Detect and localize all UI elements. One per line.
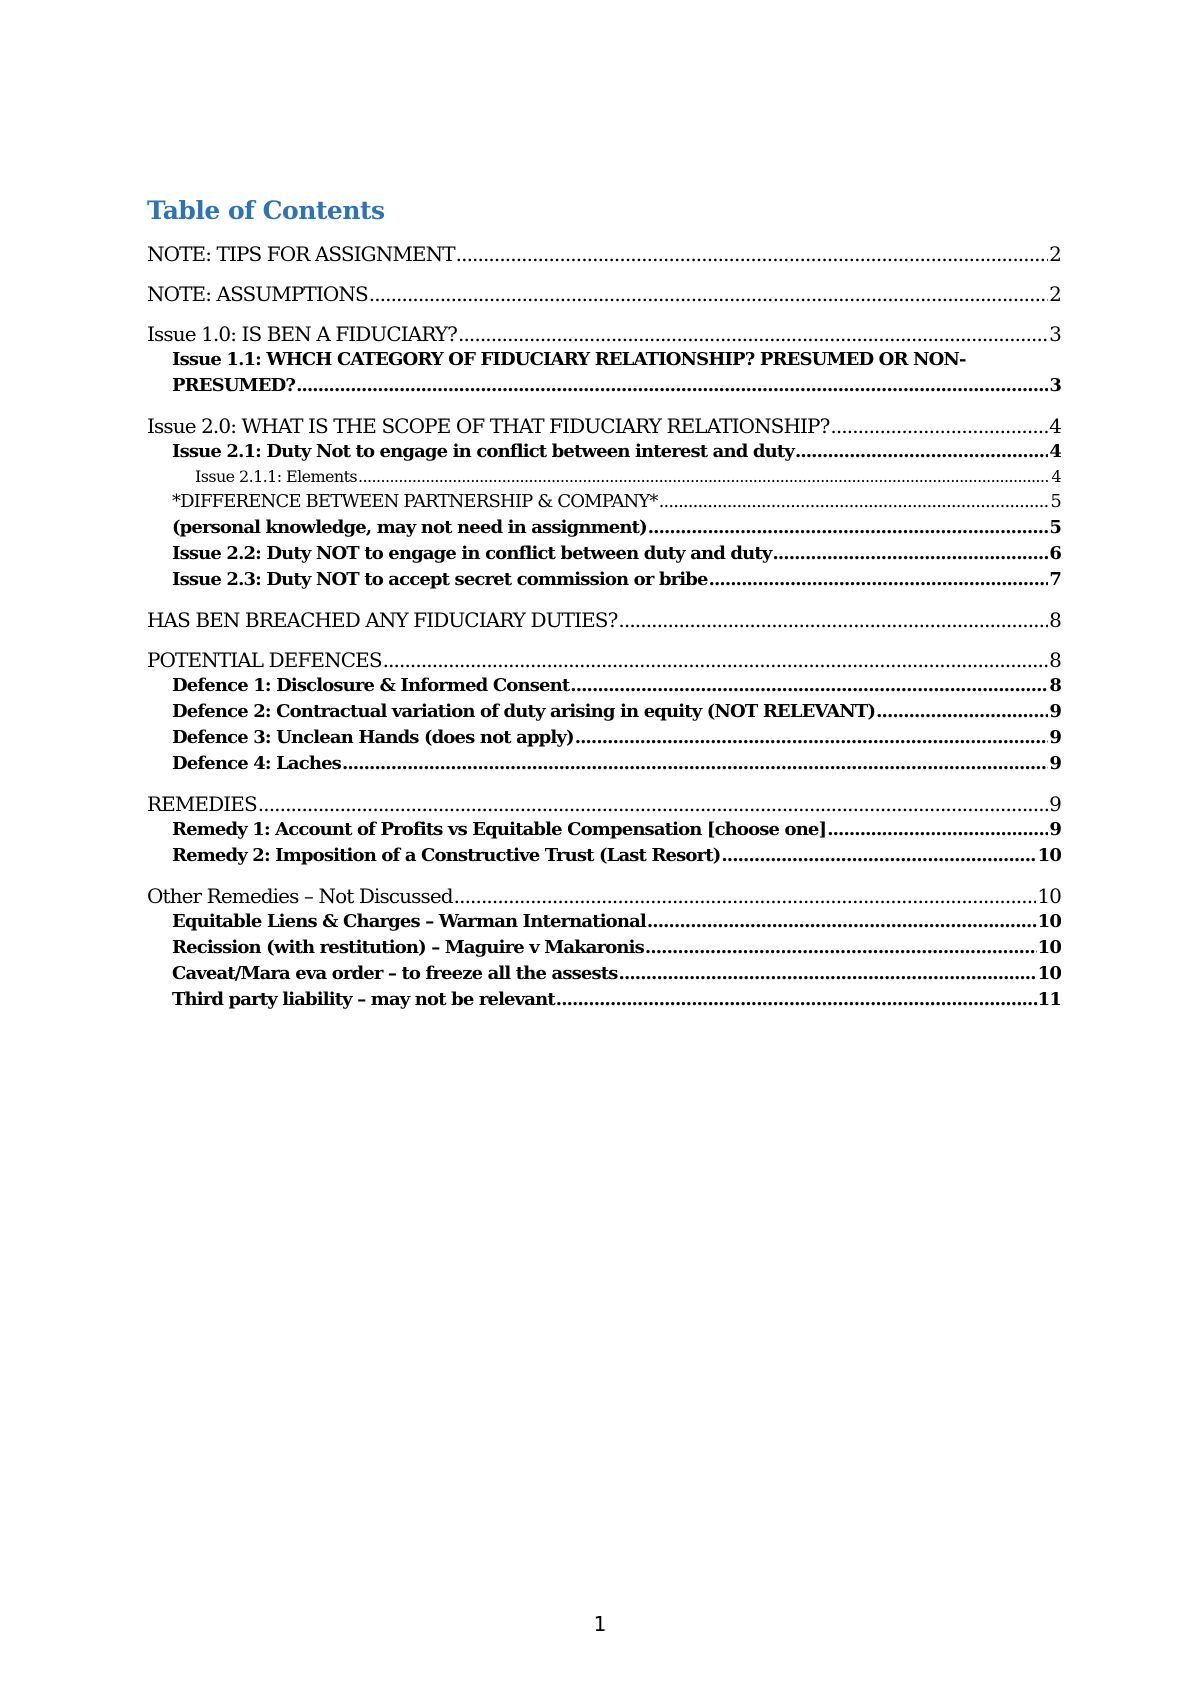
toc-entry[interactable] xyxy=(147,347,1061,399)
toc-entry[interactable] xyxy=(147,699,1061,725)
page-number: 1 xyxy=(593,1612,607,1636)
toc-leader-dots xyxy=(709,567,1049,593)
toc-entry-page: 9 xyxy=(1049,701,1061,722)
toc-entry-page: 11 xyxy=(1037,989,1061,1010)
toc-entry-page: 9 xyxy=(1049,753,1061,774)
toc-leader-dots xyxy=(383,647,1049,673)
toc-leader-dots xyxy=(648,515,1049,541)
toc-leader-dots xyxy=(647,909,1037,935)
toc-entry-page: 3 xyxy=(1049,322,1061,346)
toc-entry[interactable] xyxy=(147,751,1061,777)
toc-title: Table of Contents xyxy=(147,196,385,225)
toc-leader-dots xyxy=(369,281,1048,307)
toc-entry-page: 5 xyxy=(1049,517,1061,538)
toc-entry[interactable] xyxy=(147,607,1061,633)
toc-entry-page: 8 xyxy=(1049,648,1061,672)
toc-entry[interactable] xyxy=(147,541,1061,567)
toc-entry-page: 6 xyxy=(1049,543,1061,564)
toc-entry-label: Other Remedies – Not Discussed xyxy=(147,884,453,908)
toc-leader-dots xyxy=(830,413,1048,439)
toc-entry[interactable] xyxy=(147,725,1061,751)
toc-entry-page: 9 xyxy=(1049,727,1061,748)
toc-leader-dots xyxy=(296,373,1048,399)
toc-leader-dots xyxy=(645,935,1037,961)
toc-entry-label: (personal knowledge, may not need in assignment) xyxy=(172,517,647,538)
toc-entry-label: NOTE: TIPS FOR ASSIGNMENT xyxy=(147,242,455,266)
toc-leader-dots xyxy=(619,961,1037,987)
toc-entry-label: Defence 3: Unclean Hands (does not apply) xyxy=(172,727,574,748)
toc-entry[interactable] xyxy=(147,883,1061,909)
toc-leader-dots xyxy=(772,541,1048,567)
toc-entry-page: 10 xyxy=(1037,911,1061,932)
toc-leader-dots xyxy=(258,791,1048,817)
toc-entry-label: Issue 2.3: Duty NOT to accept secret commission or bribe xyxy=(172,569,708,590)
toc-leader-dots xyxy=(618,607,1048,633)
toc-entry-label: POTENTIAL DEFENCES xyxy=(147,648,382,672)
toc-entry[interactable] xyxy=(147,567,1061,593)
toc-entry-page: 10 xyxy=(1037,884,1061,908)
toc-entry[interactable] xyxy=(147,413,1061,439)
toc-leader-dots xyxy=(827,817,1048,843)
toc-entry-page: 3 xyxy=(1049,375,1061,396)
toc-entry[interactable] xyxy=(147,817,1061,843)
toc-entry-page: 2 xyxy=(1049,282,1061,306)
toc-entry[interactable] xyxy=(147,791,1061,817)
toc-entry[interactable] xyxy=(147,647,1061,673)
toc-entry-page: 4 xyxy=(1051,467,1061,486)
toc-entry-page: 7 xyxy=(1049,569,1061,590)
toc-entry[interactable] xyxy=(147,489,1061,515)
toc-leader-dots xyxy=(454,883,1037,909)
toc-entry-label: Issue 2.0: WHAT IS THE SCOPE OF THAT FIDUCIARY RELATIONSHIP? xyxy=(147,414,830,438)
toc-entry[interactable] xyxy=(147,843,1061,869)
toc-entry-page: 4 xyxy=(1049,414,1061,438)
toc-entry-label: HAS BEN BREACHED ANY FIDUCIARY DUTIES? xyxy=(147,608,618,632)
toc-entry-label: Issue 2.1: Duty Not to engage in conflict between interest and duty xyxy=(172,441,794,462)
toc-entry-label: Recission (with restitution) – Maguire v Makaronis xyxy=(172,937,644,958)
toc-entry-label: Issue 1.0: IS BEN A FIDUCIARY? xyxy=(147,322,458,346)
toc-entry[interactable] xyxy=(147,987,1061,1013)
toc-entry-page: 8 xyxy=(1049,608,1061,632)
toc-entry-label: Third party liability – may not be relevant xyxy=(172,989,555,1010)
toc-leader-dots xyxy=(876,699,1048,725)
toc-entry-label: Issue 2.1.1: Elements xyxy=(195,467,358,486)
toc-entry-label: Defence 1: Disclosure & Informed Consent xyxy=(172,675,570,696)
toc-leader-dots xyxy=(556,987,1037,1013)
toc-entry-label: Remedy 2: Imposition of a Constructive Trust (Last Resort) xyxy=(172,845,721,866)
toc-entry-page: 10 xyxy=(1037,937,1061,958)
toc-entry-label: REMEDIES xyxy=(147,792,257,816)
toc-entry-label: Defence 4: Laches xyxy=(172,753,341,774)
toc-entry[interactable] xyxy=(147,909,1061,935)
toc-leader-dots xyxy=(456,241,1049,267)
toc-entry-label: *DIFFERENCE BETWEEN PARTNERSHIP & COMPANY* xyxy=(172,491,658,512)
toc-entry-page: 4 xyxy=(1049,441,1061,462)
toc-entry[interactable] xyxy=(147,439,1061,465)
toc-entry-page: 5 xyxy=(1050,491,1061,512)
table-of-contents xyxy=(147,195,1061,1013)
toc-entry-label: Remedy 1: Account of Profits vs Equitable Compensation [choose one] xyxy=(172,819,827,840)
toc-entry-page: 9 xyxy=(1049,819,1061,840)
toc-leader-dots xyxy=(575,725,1049,751)
toc-entry-page: 2 xyxy=(1049,242,1061,266)
toc-leader-dots xyxy=(358,465,1050,489)
toc-entry-label: NOTE: ASSUMPTIONS xyxy=(147,282,368,306)
toc-entry[interactable] xyxy=(147,673,1061,699)
toc-entry[interactable] xyxy=(147,321,1061,347)
toc-entry[interactable] xyxy=(147,465,1061,489)
toc-entry-label: Caveat/Mara eva order – to freeze all the assests xyxy=(172,963,618,984)
toc-leader-dots xyxy=(458,321,1048,347)
toc-entry-label: Equitable Liens & Charges – Warman International xyxy=(172,911,646,932)
toc-entry[interactable] xyxy=(147,241,1061,267)
toc-entry-label: Issue 1.1: WHCH CATEGORY OF FIDUCIARY RELATIONSHIP? PRESUMED OR NON- xyxy=(172,349,966,370)
toc-entry-page: 8 xyxy=(1049,675,1061,696)
toc-entry[interactable] xyxy=(147,935,1061,961)
toc-entry[interactable] xyxy=(147,515,1061,541)
toc-entry-label: Issue 2.2: Duty NOT to engage in conflict between duty and duty xyxy=(172,543,772,564)
toc-leader-dots xyxy=(570,673,1048,699)
toc-entry-page: 10 xyxy=(1037,963,1061,984)
toc-leader-dots xyxy=(659,489,1050,515)
toc-leader-dots xyxy=(721,843,1036,869)
toc-entry[interactable] xyxy=(147,281,1061,307)
toc-entry-page: 10 xyxy=(1037,845,1061,866)
toc-leader-dots xyxy=(795,439,1048,465)
toc-entry-label-continued: PRESUMED? xyxy=(172,375,296,396)
toc-entry-page: 9 xyxy=(1049,792,1061,816)
toc-entry[interactable] xyxy=(147,961,1061,987)
toc-leader-dots xyxy=(342,751,1048,777)
toc-entry-label: Defence 2: Contractual variation of duty arising in equity (NOT RELEVANT) xyxy=(172,701,876,722)
